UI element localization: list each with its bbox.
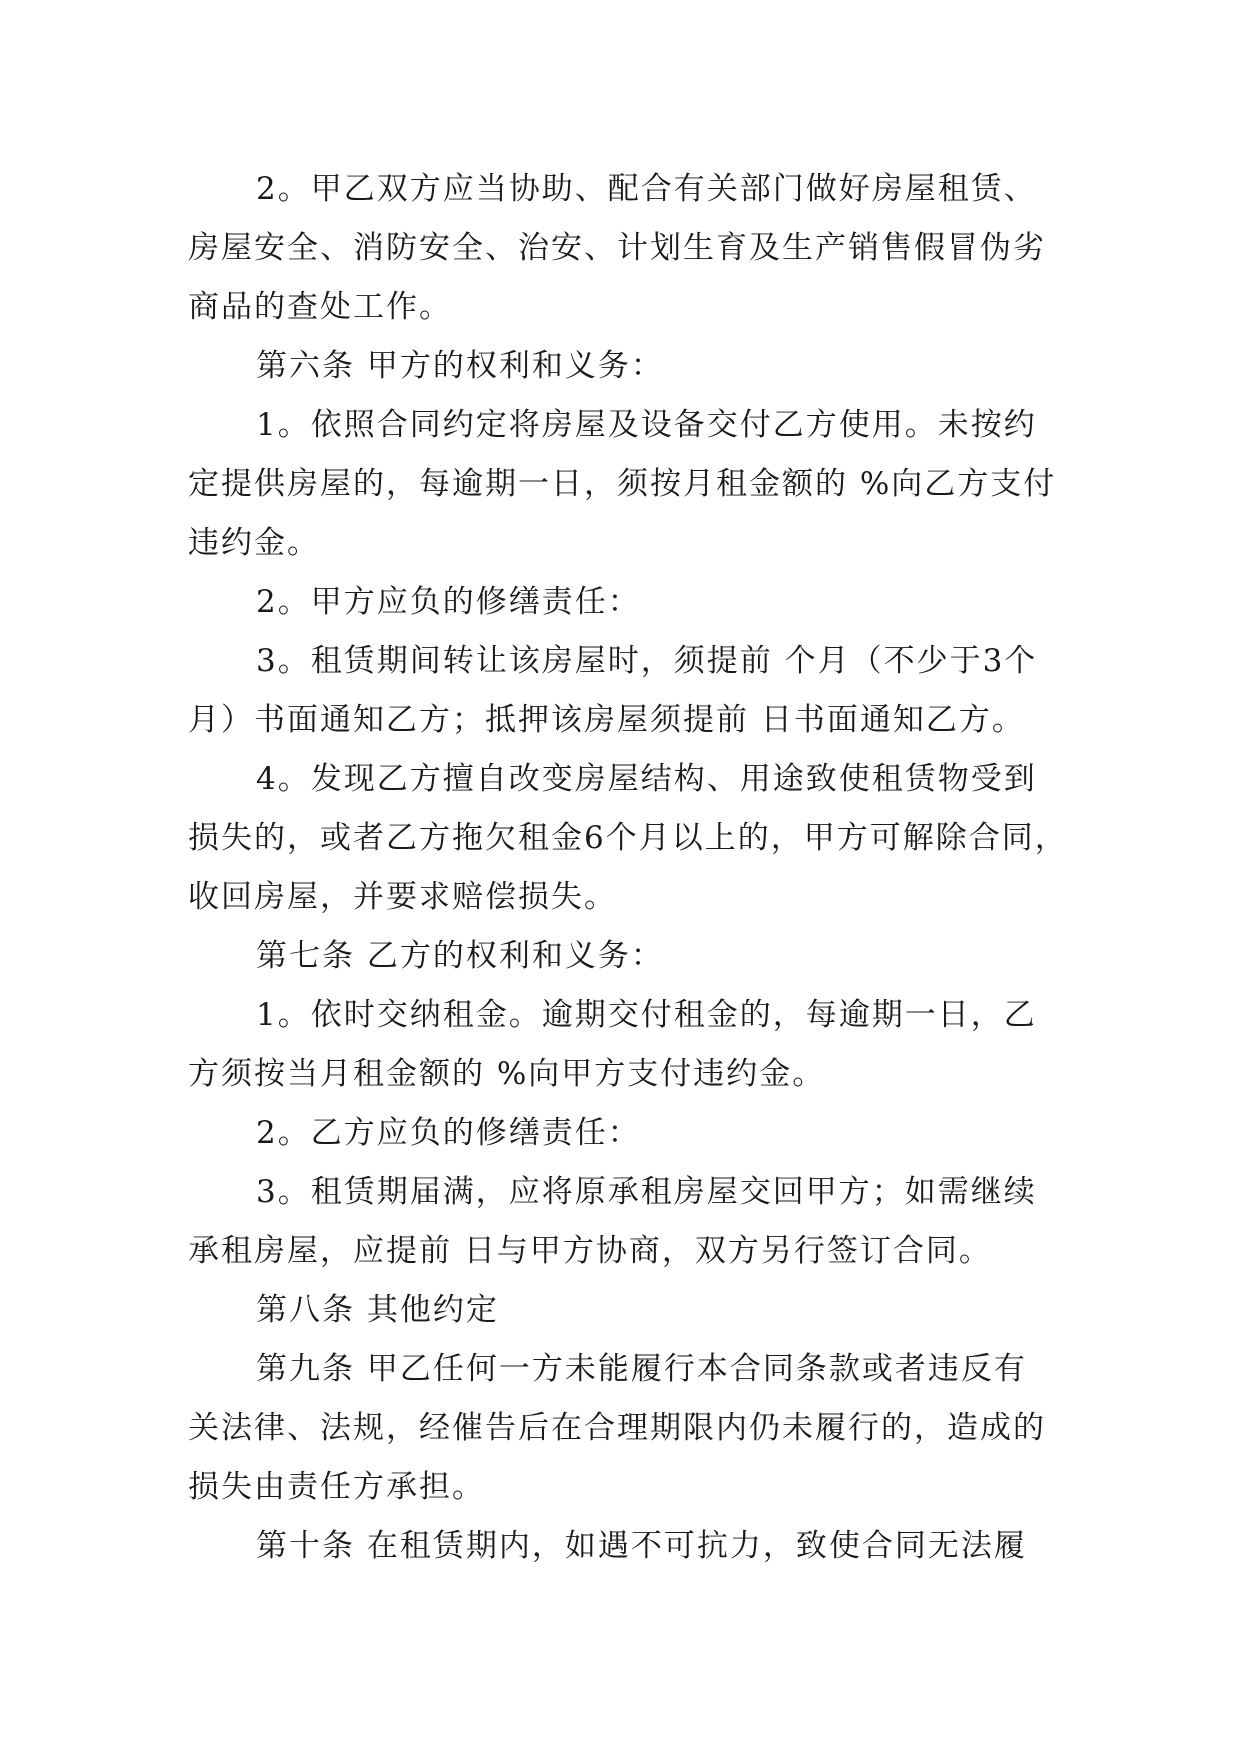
text-line: 损失由责任方承担。 [188,1469,485,1505]
text-line: 承租房屋，应提前 日与甲方协商，双方另行签订合同。 [188,1233,992,1269]
text-line: 商品的查处工作。 [188,289,452,325]
text-line: 1。依照合同约定将房屋及设备交付乙方使用。未按约 [256,407,1037,443]
text-line: 违约金。 [188,525,320,561]
article-heading: 第八条 其他约定 [256,1292,499,1328]
text-line: 1。依时交纳租金。逾期交付租金的，每逾期一日，乙 [256,997,1037,1033]
text-line: 2。甲乙双方应当协助、配合有关部门做好房屋租赁、 [256,171,1037,207]
text-line: 房屋安全、消防安全、治安、计划生育及生产销售假冒伪劣 [188,230,1046,266]
document-page [188,160,1068,1576]
text-line: 2。乙方应负的修缮责任： [256,1115,641,1151]
text-line: 3。租赁期间转让该房屋时，须提前 个月（不少于3个 [256,643,1038,679]
article-heading: 第十条 在租赁期内，如遇不可抗力，致使合同无法履 [256,1528,1027,1564]
text-line: 定提供房屋的，每逾期一日，须按月租金额的 %向乙方支付 [188,466,1057,502]
text-line: 收回房屋，并要求赔偿损失。 [188,879,617,915]
article-heading: 第九条 甲乙任何一方未能履行本合同条款或者违反有 [256,1351,1027,1387]
text-line: 方须按当月租金额的 %向甲方支付违约金。 [188,1056,826,1092]
article-heading: 第六条 甲方的权利和义务： [256,348,664,384]
text-line: 4。发现乙方擅自改变房屋结构、用途致使租赁物受到 [256,761,1037,797]
text-line: 关法律、法规，经催告后在合理期限内仍未履行的，造成的 [188,1410,1046,1446]
text-line: 3。租赁期届满，应将原承租房屋交回甲方；如需继续 [256,1174,1037,1210]
text-line: 2。甲方应负的修缮责任： [256,584,641,620]
text-line: 月）书面通知乙方；抵押该房屋须提前 日书面通知乙方。 [188,702,1025,738]
text-line: 损失的，或者乙方拖欠租金6个月以上的，甲方可解除合同， [188,820,1068,856]
article-heading: 第七条 乙方的权利和义务： [256,938,664,974]
